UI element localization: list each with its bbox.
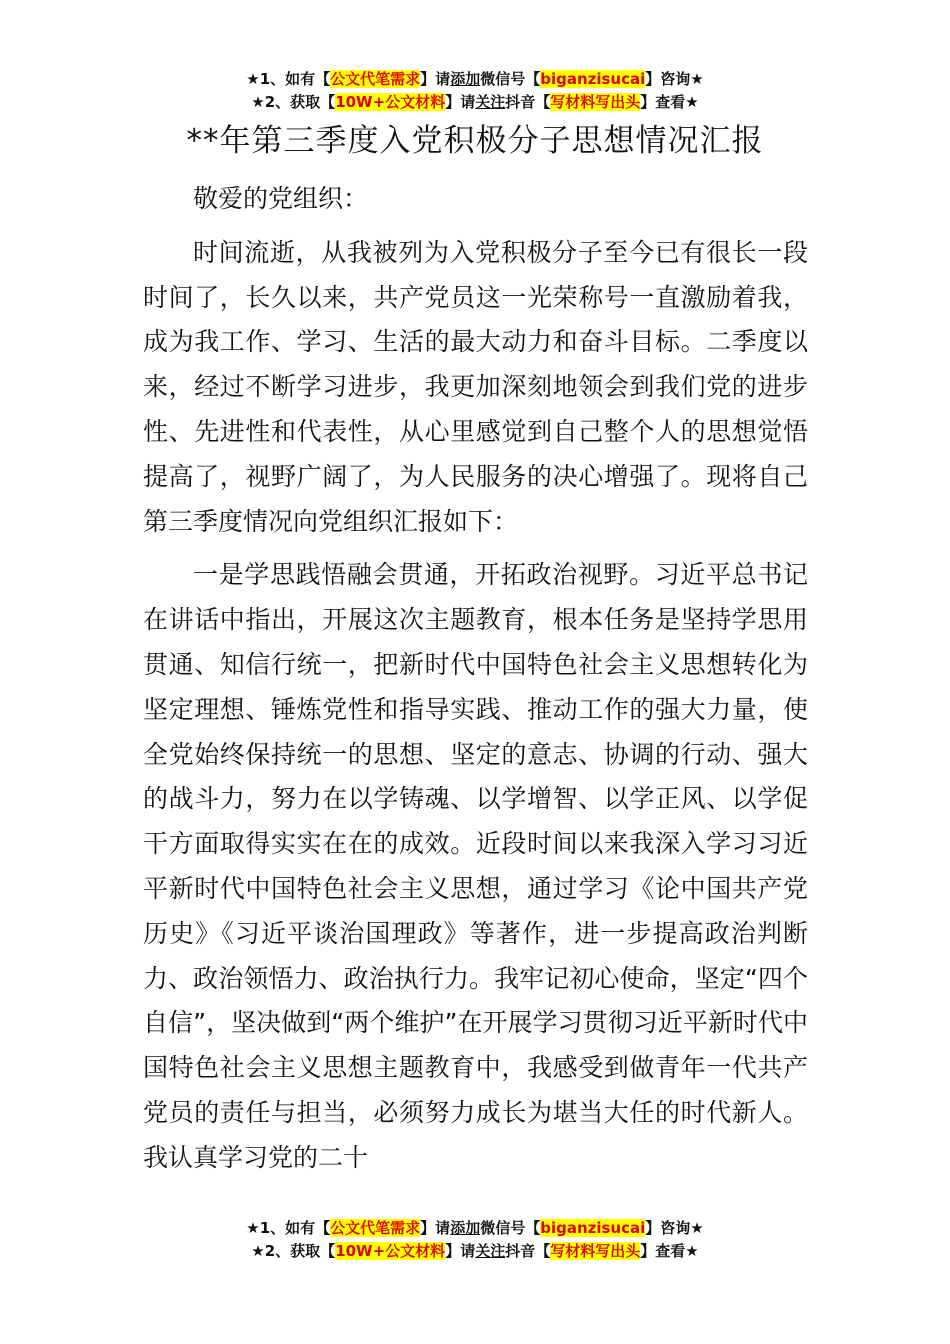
banner-text: 】查看★ bbox=[640, 93, 699, 111]
banner-underline: 关注 bbox=[475, 1242, 506, 1260]
banner-text: 】查看★ bbox=[640, 1242, 699, 1260]
footer-banner bbox=[0, 1217, 950, 1263]
banner-highlight: 10W+公文材料 bbox=[335, 1242, 446, 1260]
document-title: **年第三季度入党积极分子思想情况汇报 bbox=[186, 123, 764, 159]
banner-text: 】请 bbox=[420, 70, 451, 88]
banner-underline: 添加 bbox=[450, 70, 481, 88]
header-banner bbox=[0, 68, 950, 114]
banner-text: ★2、获取【 bbox=[251, 93, 336, 111]
banner-highlight: 公文代笔需求 bbox=[330, 70, 421, 88]
banner-line-2 bbox=[0, 91, 950, 114]
banner-text: 微信号【 bbox=[480, 70, 541, 88]
banner-text: 抖音【 bbox=[505, 93, 551, 111]
banner-line-1 bbox=[0, 68, 950, 91]
banner-text: 微信号【 bbox=[480, 1219, 541, 1237]
banner-text: 】请 bbox=[445, 93, 476, 111]
banner-text: ★2、获取【 bbox=[251, 1242, 336, 1260]
banner-text: 】请 bbox=[445, 1242, 476, 1260]
banner-line-1 bbox=[0, 1217, 950, 1240]
banner-highlight: biganzisucai bbox=[540, 70, 646, 88]
banner-underline: 关注 bbox=[475, 93, 506, 111]
document-body bbox=[143, 177, 808, 1181]
banner-text: ★1、如有【 bbox=[246, 1219, 331, 1237]
banner-line-2 bbox=[0, 1240, 950, 1263]
banner-text: 】请 bbox=[420, 1219, 451, 1237]
paragraph: 一是学思践悟融会贯通，开拓政治视野。习近平总书记在讲话中指出，开展这次主题教育，根本任务是坚持学思用贯通、知信行统一，把新时代中国特色社会主义思想转化为坚定理想、锤炼党性和指导实践、推动工作的强大力量，使全党始终保持统一的思想、坚定的意志、协调的行动、强大的战斗力，努力在以学铸魂、以学增智、以学正风、以学促干方面取得实实在在的成效。近段时间以来我深入学习习近平新时代中国特色社会主义思想，通过学习《论中国共产党历史》《习近平谈治国理政》等著作，进一步提高政治判断力、政治领悟力、政治执行力。我牢记初心使命，坚定“四个自信”，坚决做到“两个维护”在开展学习贯彻习近平新时代中国特色社会主义思想主题教育中，我感受到做青年一代共产党员的责任与担当，必须努力成长为堪当大任的时代新人。我认真学习党的二十 bbox=[143, 560, 808, 1172]
banner-text: 抖音【 bbox=[505, 1242, 551, 1260]
salutation: 敬爱的党组织： bbox=[193, 184, 369, 213]
paragraph: 时间流逝，从我被列为入党积极分子至今已有很长一段时间了，长久以来，共产党员这一光荣称号一直激励着我，成为我工作、学习、生活的最大动力和奋斗目标。二季度以来，经过不断学习进步，我更加深刻地领会到我们党的进步性、先进性和代表性，从心里感觉到自己整个人的思想觉悟提高了，视野广阔了，为人民服务的决心增强了。现将自己第三季度情况向党组织汇报如下： bbox=[143, 237, 808, 536]
banner-text: 】咨询★ bbox=[645, 70, 704, 88]
banner-highlight: biganzisucai bbox=[540, 1219, 646, 1237]
banner-highlight: 写材料写出头 bbox=[550, 93, 641, 111]
banner-text: 】咨询★ bbox=[645, 1219, 704, 1237]
banner-highlight: 公文代笔需求 bbox=[330, 1219, 421, 1237]
banner-highlight: 写材料写出头 bbox=[550, 1242, 641, 1260]
banner-highlight: 10W+公文材料 bbox=[335, 93, 446, 111]
banner-text: ★1、如有【 bbox=[246, 70, 331, 88]
banner-underline: 添加 bbox=[450, 1219, 481, 1237]
